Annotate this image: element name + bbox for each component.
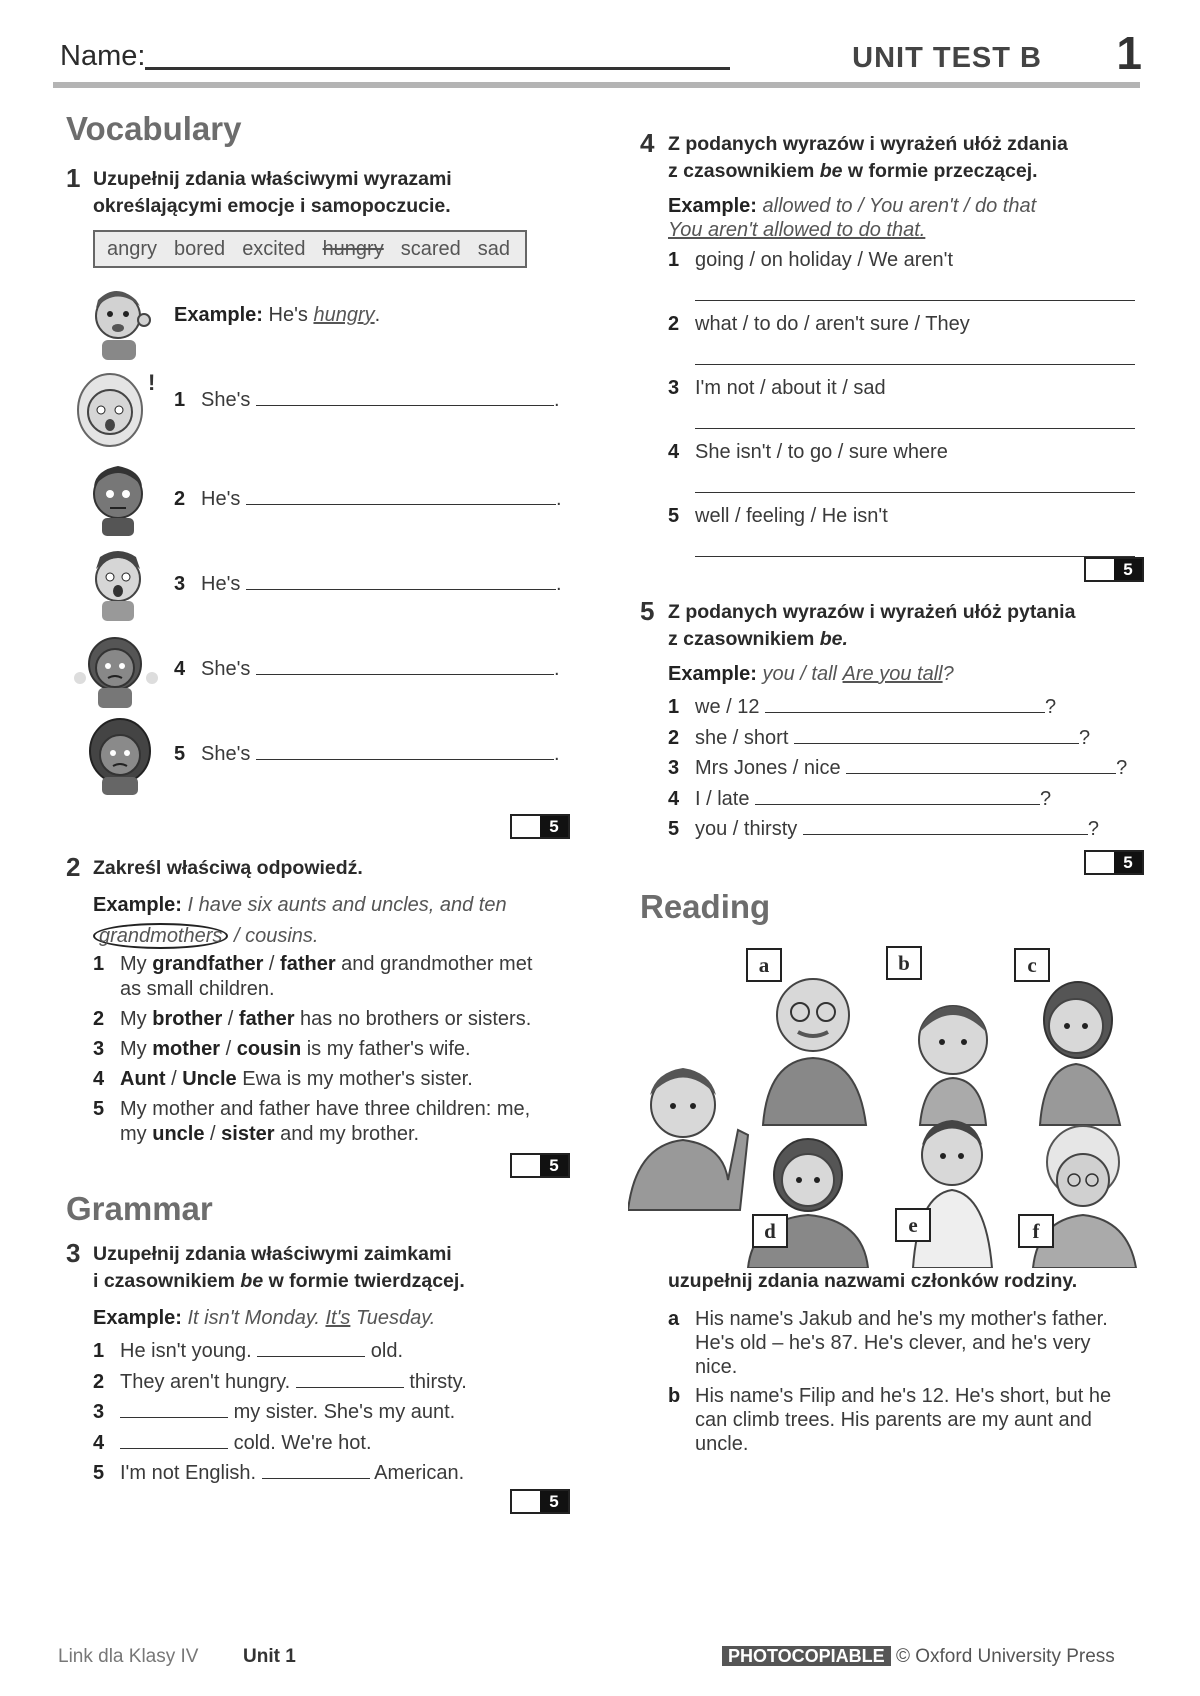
- grammar-title: Grammar: [66, 1190, 213, 1227]
- word: bored: [174, 237, 226, 260]
- score-input[interactable]: [512, 1491, 540, 1512]
- word: sad: [477, 237, 510, 260]
- ex3-item: 3 my sister. She's my aunt.: [93, 1401, 456, 1423]
- ex2-score-box: 5: [510, 1153, 570, 1178]
- ex1-instruction: [93, 166, 452, 220]
- ex1-number: 1: [66, 163, 81, 193]
- ex4-number: 4: [640, 128, 655, 158]
- ex4-score-box: 5: [1084, 557, 1144, 582]
- ex1-item: 1 She's .: [174, 389, 560, 411]
- picture-label-f: f: [1018, 1214, 1054, 1248]
- ex4-list: [668, 248, 1138, 557]
- ex5-score-box: 5: [1084, 850, 1144, 875]
- ex4-item: 2 what / to do / aren't sure / They: [668, 313, 970, 335]
- ex1-item: 5 She's .: [174, 743, 560, 765]
- footer-copyright: PHOTOCOPIABLE © Oxford University Press: [722, 1646, 1115, 1668]
- name-field[interactable]: [145, 67, 730, 70]
- ex1-score-box: [510, 814, 570, 839]
- ex5-item: 5 you / thirsty ?: [668, 818, 1099, 840]
- word-used: hungry: [322, 237, 384, 260]
- score-input[interactable]: [512, 1155, 540, 1176]
- example-text: He's: [268, 304, 308, 326]
- example-answer: hungry: [313, 304, 375, 326]
- ex1-instruction-line2: określającymi emocje i samopoczucie.: [93, 195, 451, 217]
- ex5-item: 3 Mrs Jones / nice ?: [668, 757, 1128, 779]
- ex2-item: 3 My mother / cousin is my father's wife.: [93, 1038, 471, 1060]
- footer-unit: Unit 1: [243, 1646, 296, 1667]
- ex5-item: 1 we / 12 ?: [668, 696, 1057, 718]
- ex5-item: 4 I / late ?: [668, 787, 1052, 810]
- ex2-item: 2 My brother / father has no brothers or sisters.: [93, 1008, 532, 1030]
- ex3-item: 1 He isn't young. old.: [93, 1340, 404, 1362]
- ex3-score-box: 5: [510, 1489, 570, 1514]
- photocopiable-badge: PHOTOCOPIABLE: [722, 1646, 891, 1666]
- face-boy-2-icon: [84, 458, 154, 538]
- ex5-item: 2 she / short ?: [668, 726, 1091, 749]
- ex1-example: Example: He's hungry.: [174, 304, 381, 326]
- ex5-number: 5: [640, 596, 655, 626]
- ex2-number: 2: [66, 852, 81, 882]
- ex2-list: 1 My grandfather / father and grandmother met as small children. 2 My brother / father has no brothers or sisters. 3 My mother / cousin is my father's wife. 4 Aunt / Uncle Ewa is my mother's sister. 5 My mother and father have three children: me, my uncle / sister and my brother.: [93, 952, 573, 1147]
- ex4-example: Example: allowed to / You aren't / do that You aren't allowed to do that.: [668, 195, 1037, 241]
- circled-answer: grandmothers: [93, 923, 228, 949]
- picture-label-a: a: [746, 948, 782, 982]
- ex2-item: 1 My grandfather / father and grandmother met: [93, 953, 533, 975]
- reading-instruction: uzupełnij zdania nazwami członków rodziny.: [668, 1270, 1078, 1292]
- name-label: Name:: [60, 40, 146, 72]
- answer-line[interactable]: [695, 411, 1135, 429]
- family-illustration: [628, 940, 1138, 1268]
- ex3-item: 4 cold. We're hot.: [93, 1431, 372, 1454]
- test-title: UNIT TEST B: [852, 42, 1042, 74]
- ex2-item: 5 My mother and father have three children: me,: [93, 1098, 531, 1120]
- footer-book: Link dla Klasy IV: [58, 1646, 199, 1667]
- answer-line[interactable]: [695, 539, 1135, 557]
- answer-blank[interactable]: [256, 388, 554, 406]
- header-divider: [53, 82, 1140, 88]
- face-hungry-icon: [86, 282, 156, 362]
- score-input[interactable]: [512, 816, 540, 837]
- picture-label-d: d: [752, 1214, 788, 1248]
- word: angry: [107, 237, 158, 260]
- ex1-item: 3 He's .: [174, 573, 562, 595]
- ex2-example-line2: grandmothers / cousins.: [93, 924, 318, 949]
- example-label: Example:: [174, 304, 263, 326]
- score-max: 5: [540, 816, 568, 837]
- face-girl-4-icon: [70, 628, 160, 710]
- answer-blank[interactable]: [256, 742, 554, 760]
- ex4-item: 5 well / feeling / He isn't: [668, 505, 888, 527]
- svg-text:!: !: [148, 370, 156, 395]
- ex3-item: 2 They aren't hungry. thirsty.: [93, 1370, 467, 1393]
- ex5-list: [668, 692, 1127, 845]
- face-scared-girl-icon: [70, 370, 160, 455]
- unit-number: 1: [1116, 27, 1142, 79]
- answer-line[interactable]: [695, 347, 1135, 365]
- reading-title: Reading: [640, 888, 771, 925]
- ex3-item: 5 I'm not English. American.: [93, 1462, 465, 1484]
- answer-blank[interactable]: [256, 657, 554, 675]
- ex5-instruction: Z podanych wyrazów i wyrażeń ułóż pytania z czasownikiem be.: [668, 601, 1076, 650]
- score-input[interactable]: [1086, 559, 1114, 580]
- ex2-item: 4 Aunt / Uncle Ewa is my mother's sister.: [93, 1068, 473, 1090]
- picture-label-b: b: [886, 946, 922, 980]
- ex3-list: [93, 1336, 467, 1489]
- reading-item-b: b His name's Filip and he's 12. He's short, but he can climb trees. His parents are my aunt and uncle.: [668, 1385, 1112, 1455]
- answer-line[interactable]: [695, 475, 1135, 493]
- ex1-instruction-line1: Uzupełnij zdania właściwymi wyrazami: [93, 168, 452, 190]
- answer-blank[interactable]: [246, 487, 556, 505]
- ex5-example: Example: you / tall Are you tall?: [668, 663, 954, 685]
- ex4-item: 3 I'm not / about it / sad: [668, 377, 886, 399]
- answer-blank[interactable]: [246, 572, 556, 590]
- answer-line[interactable]: [695, 283, 1135, 301]
- reading-item-a: a His name's Jakub and he's my mother's father. He's old – he's 87. He's clever, and he's very nice.: [668, 1308, 1108, 1378]
- face-boy-3-icon: [84, 543, 154, 625]
- vocabulary-title: Vocabulary: [66, 110, 242, 147]
- ex4-instruction: Z podanych wyrazów i wyrażeń ułóż zdania z czasownikiem be w formie przeczącej.: [668, 133, 1068, 182]
- word: scared: [400, 237, 461, 260]
- ex4-item: 4 She isn't / to go / sure where: [668, 441, 948, 463]
- ex3-example: Example: It isn't Monday. It's Tuesday.: [93, 1307, 436, 1329]
- score-input[interactable]: [1086, 852, 1114, 873]
- ex1-item: 2 He's .: [174, 488, 562, 510]
- picture-label-e: e: [895, 1208, 931, 1242]
- picture-label-c: c: [1014, 948, 1050, 982]
- ex1-item: 4 She's .: [174, 658, 560, 680]
- ex3-number: 3: [66, 1238, 81, 1268]
- ex2-example: Example: I have six aunts and uncles, and ten: [93, 894, 507, 916]
- word: excited: [242, 237, 306, 260]
- ex4-item: 1 going / on holiday / We aren't: [668, 249, 954, 271]
- face-girl-5-icon: [82, 713, 158, 798]
- ex2-instruction: Zakreśl właściwą odpowiedź.: [93, 857, 363, 879]
- ex3-instruction: Uzupełnij zdania właściwymi zaimkami i czasownikiem be w formie twierdzącej.: [93, 1243, 465, 1292]
- word-box: [93, 230, 527, 268]
